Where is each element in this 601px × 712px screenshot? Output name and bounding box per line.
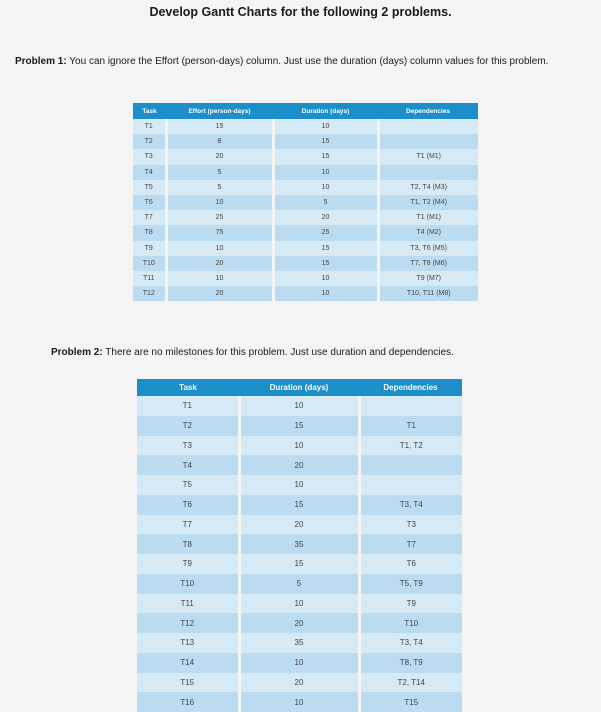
table-row <box>137 594 462 614</box>
dependencies-cell: T6 <box>359 554 462 574</box>
duration-cell: 20 <box>273 210 378 225</box>
header-dependencies: Dependencies <box>378 103 478 119</box>
dependencies-cell: T1 (M1) <box>378 210 478 225</box>
task-cell: T12 <box>133 286 166 301</box>
duration-cell: 15 <box>273 241 378 256</box>
task-cell: T11 <box>133 271 166 286</box>
table-row <box>137 554 462 574</box>
table-row <box>133 119 478 134</box>
duration-cell: 10 <box>273 286 378 301</box>
duration-cell: 35 <box>239 534 359 554</box>
table-row <box>137 475 462 495</box>
header-effort: Effort (person-days) <box>166 103 273 119</box>
header-duration: Duration (days) <box>239 379 359 396</box>
dependencies-cell: T9 (M7) <box>378 271 478 286</box>
duration-cell: 20 <box>239 673 359 693</box>
task-cell: T9 <box>137 554 239 574</box>
dependencies-cell: T1 (M1) <box>378 149 478 164</box>
duration-cell: 15 <box>273 134 378 149</box>
duration-cell: 25 <box>273 225 378 240</box>
dependencies-cell: T3, T6 (M5) <box>378 241 478 256</box>
duration-cell: 20 <box>239 613 359 633</box>
task-cell: T2 <box>137 416 239 436</box>
task-cell: T3 <box>133 149 166 164</box>
table-row <box>133 134 478 149</box>
table-header-row <box>137 379 462 396</box>
duration-cell: 10 <box>273 119 378 134</box>
table-row <box>137 633 462 653</box>
task-cell: T6 <box>137 495 239 515</box>
table-row <box>133 241 478 256</box>
task-cell: T7 <box>133 210 166 225</box>
problem-1-text: You can ignore the Effort (person-days) column. Just use the duration (days) column values for this problem. <box>66 56 549 67</box>
dependencies-cell: T5, T9 <box>359 574 462 594</box>
dependencies-cell: T1, T2 (M4) <box>378 195 478 210</box>
dependencies-cell: T7, T8 (M6) <box>378 256 478 271</box>
dependencies-cell: T10, T11 (M8) <box>378 286 478 301</box>
duration-cell: 10 <box>273 271 378 286</box>
duration-cell: 5 <box>239 574 359 594</box>
dependencies-cell: T1, T2 <box>359 436 462 456</box>
dependencies-cell: T8, T9 <box>359 653 462 673</box>
task-cell: T10 <box>137 574 239 594</box>
table-row <box>137 692 462 712</box>
duration-cell: 35 <box>239 633 359 653</box>
dependencies-cell: T3, T4 <box>359 495 462 515</box>
table-row <box>133 256 478 271</box>
header-task: Task <box>137 379 239 396</box>
task-cell: T13 <box>137 633 239 653</box>
header-dependencies: Dependencies <box>359 379 462 396</box>
duration-cell: 10 <box>239 653 359 673</box>
table-row <box>137 495 462 515</box>
effort-cell: 20 <box>166 286 273 301</box>
task-cell: T4 <box>137 455 239 475</box>
dependencies-cell: T10 <box>359 613 462 633</box>
task-cell: T7 <box>137 515 239 535</box>
header-task: Task <box>133 103 166 119</box>
duration-cell: 10 <box>239 692 359 712</box>
effort-cell: 15 <box>166 119 273 134</box>
problem-2-label: Problem 2: <box>51 347 103 358</box>
table-row <box>133 271 478 286</box>
table-row <box>137 534 462 554</box>
table-row <box>137 673 462 693</box>
duration-cell: 20 <box>239 455 359 475</box>
problem-2-text: There are no milestones for this problem. Just use duration and dependencies. <box>102 347 454 358</box>
effort-cell: 20 <box>166 256 273 271</box>
dependencies-cell: T15 <box>359 692 462 712</box>
effort-cell: 25 <box>166 210 273 225</box>
dependencies-cell: T3 <box>359 515 462 535</box>
problem-1-label: Problem 1: <box>15 56 67 67</box>
duration-cell: 10 <box>273 180 378 195</box>
table-header-row <box>133 103 478 119</box>
page-title: Develop Gantt Charts for the following 2 problems. <box>149 5 452 19</box>
table-row <box>137 455 462 475</box>
duration-cell: 20 <box>239 515 359 535</box>
effort-cell: 20 <box>166 149 273 164</box>
duration-cell: 15 <box>239 495 359 515</box>
task-cell: T16 <box>137 692 239 712</box>
problem-2-table <box>137 379 462 712</box>
task-cell: T8 <box>137 534 239 554</box>
dependencies-cell <box>359 396 462 416</box>
dependencies-cell: T7 <box>359 534 462 554</box>
table-row <box>137 653 462 673</box>
duration-cell: 15 <box>239 416 359 436</box>
table-row <box>137 416 462 436</box>
header-duration: Duration (days) <box>273 103 378 119</box>
effort-cell: 75 <box>166 225 273 240</box>
duration-cell: 10 <box>273 165 378 180</box>
table-row <box>133 225 478 240</box>
effort-cell: 5 <box>166 165 273 180</box>
duration-cell: 15 <box>273 149 378 164</box>
task-cell: T1 <box>133 119 166 134</box>
duration-cell: 10 <box>239 436 359 456</box>
table-row <box>137 613 462 633</box>
table-row <box>137 515 462 535</box>
table-row <box>133 195 478 210</box>
effort-cell: 10 <box>166 271 273 286</box>
duration-cell: 15 <box>273 256 378 271</box>
problem-2-description <box>51 347 454 358</box>
table-row <box>133 165 478 180</box>
effort-cell: 10 <box>166 195 273 210</box>
dependencies-cell <box>378 165 478 180</box>
dependencies-cell <box>359 455 462 475</box>
duration-cell: 10 <box>239 396 359 416</box>
task-cell: T1 <box>137 396 239 416</box>
task-cell: T6 <box>133 195 166 210</box>
effort-cell: 10 <box>166 241 273 256</box>
problem-1-description <box>15 56 548 67</box>
dependencies-cell <box>359 475 462 495</box>
table-row <box>133 149 478 164</box>
dependencies-cell: T3, T4 <box>359 633 462 653</box>
dependencies-cell <box>378 119 478 134</box>
dependencies-cell <box>378 134 478 149</box>
effort-cell: 5 <box>166 180 273 195</box>
problem-1-table <box>133 103 478 301</box>
table-row <box>137 574 462 594</box>
task-cell: T4 <box>133 165 166 180</box>
task-cell: T15 <box>137 673 239 693</box>
task-cell: T2 <box>133 134 166 149</box>
task-cell: T5 <box>133 180 166 195</box>
duration-cell: 15 <box>239 554 359 574</box>
table-row <box>133 286 478 301</box>
table-row <box>137 436 462 456</box>
task-cell: T11 <box>137 594 239 614</box>
dependencies-cell: T2, T14 <box>359 673 462 693</box>
dependencies-cell: T4 (M2) <box>378 225 478 240</box>
task-cell: T5 <box>137 475 239 495</box>
dependencies-cell: T9 <box>359 594 462 614</box>
table-row <box>137 396 462 416</box>
table-row <box>133 210 478 225</box>
task-cell: T12 <box>137 613 239 633</box>
task-cell: T8 <box>133 225 166 240</box>
dependencies-cell: T2, T4 (M3) <box>378 180 478 195</box>
effort-cell: 8 <box>166 134 273 149</box>
table-row <box>133 180 478 195</box>
duration-cell: 5 <box>273 195 378 210</box>
duration-cell: 10 <box>239 475 359 495</box>
task-cell: T14 <box>137 653 239 673</box>
task-cell: T3 <box>137 436 239 456</box>
task-cell: T10 <box>133 256 166 271</box>
duration-cell: 10 <box>239 594 359 614</box>
dependencies-cell: T1 <box>359 416 462 436</box>
task-cell: T9 <box>133 241 166 256</box>
